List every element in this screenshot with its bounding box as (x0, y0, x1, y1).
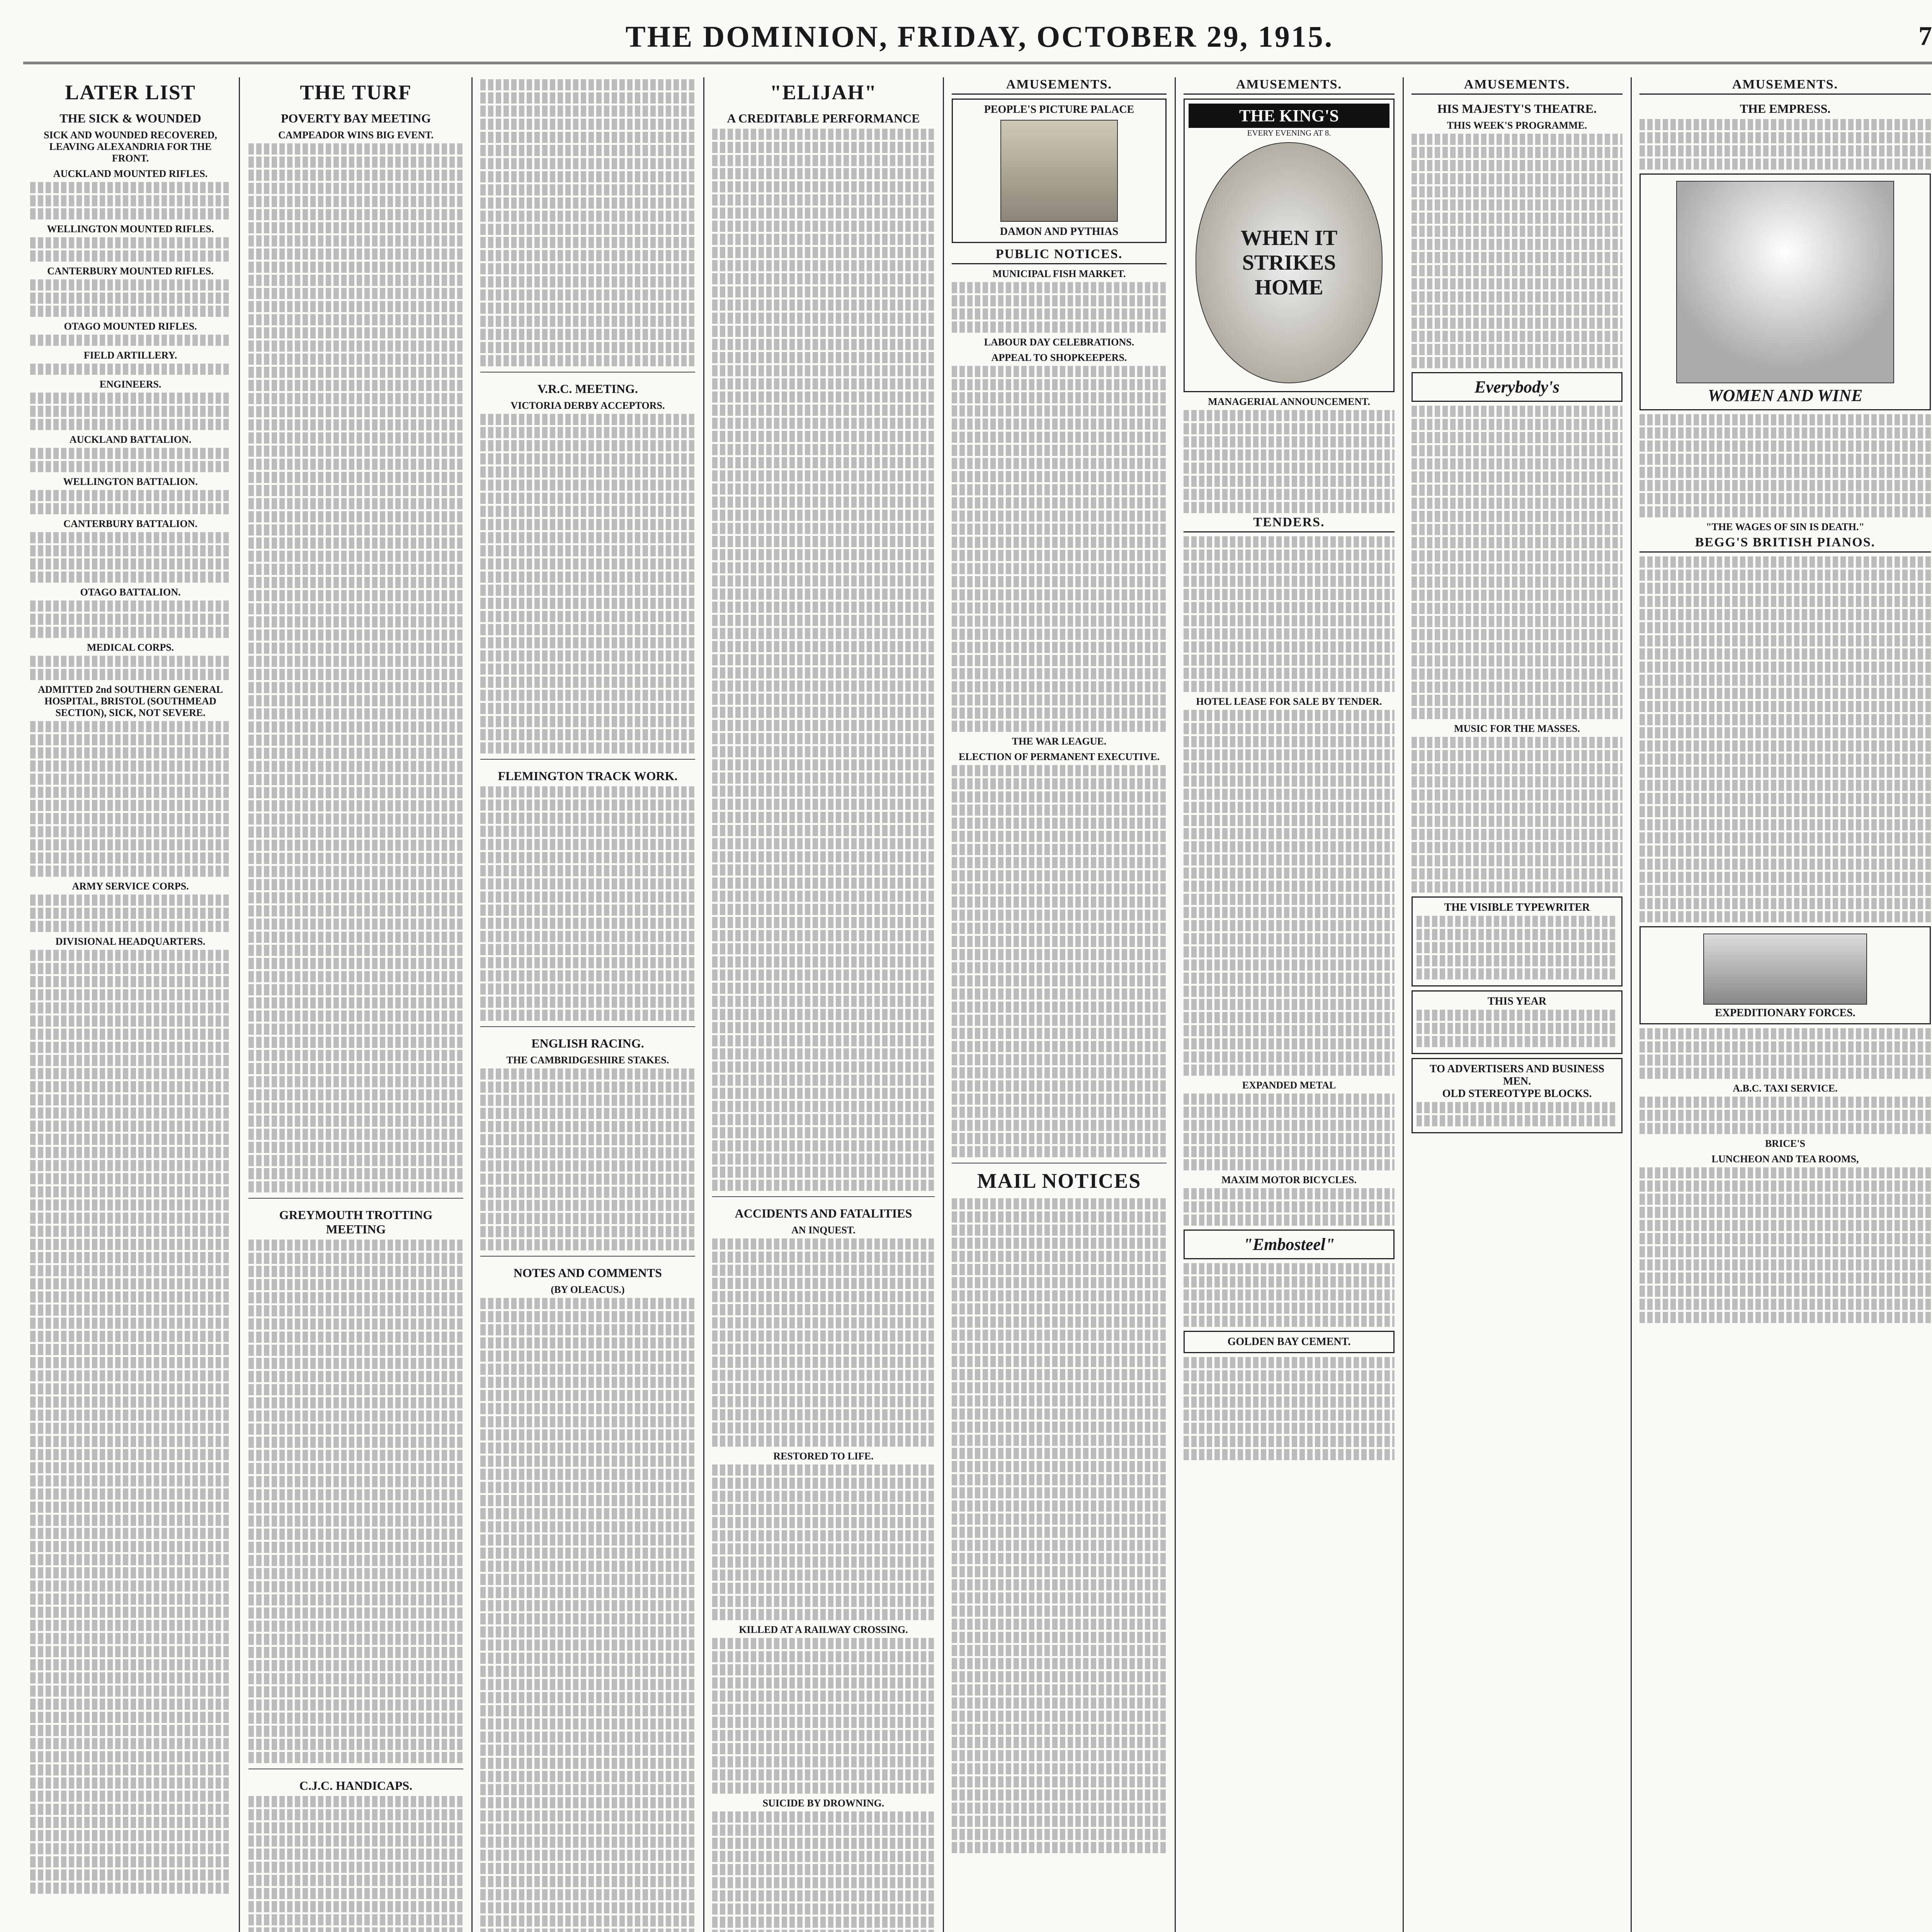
column-amusements-notices (945, 77, 1173, 1932)
unit-heading: ENGINEERS. (99, 379, 162, 390)
ad-title: PEOPLE'S PICTURE PALACE (984, 104, 1134, 116)
ad-title: TO ADVERTISERS AND BUSINESS MEN. (1429, 1063, 1605, 1087)
notice-heading: MUNICIPAL FISH MARKET. (992, 268, 1126, 279)
ad-section-heading: TENDERS. (1184, 515, 1395, 532)
section-subheading: THE CAMBRIDGESHIRE STAKES. (506, 1054, 669, 1066)
page-number: 7 (1918, 21, 1932, 51)
column-rule (943, 77, 944, 1932)
masthead-title: THE DOMINION, FRIDAY, OCTOBER 29, 1915. (625, 20, 1334, 53)
column-sick-wounded (23, 77, 238, 1932)
unit-heading: OTAGO BATTALION. (80, 587, 181, 598)
ad-title: THE VISIBLE TYPEWRITER (1444, 901, 1590, 913)
column-his-majestys (1405, 77, 1629, 1932)
section-heading: ACCIDENTS AND FATALITIES (735, 1206, 912, 1220)
ad-subtitle: THIS WEEK'S PROGRAMME. (1447, 120, 1587, 131)
section-subheading: RESTORED TO LIFE. (773, 1451, 874, 1462)
ad-title: THE EMPRESS. (1740, 102, 1831, 116)
unit-heading: CANTERBURY MOUNTED RIFLES. (47, 265, 214, 277)
unit-heading: ARMY SERVICE CORPS. (72, 881, 189, 892)
advertisement (1639, 173, 1931, 410)
wine-glass-illustration (1676, 181, 1894, 383)
unit-heading: WELLINGTON MOUNTED RIFLES. (47, 223, 214, 235)
ad-title: EXPEDITIONARY FORCES. (1715, 1007, 1855, 1019)
notice-heading: APPEAL TO SHOPKEEPERS. (991, 352, 1127, 363)
advertisement (1412, 1058, 1622, 1133)
ad-title: THIS YEAR (1487, 995, 1547, 1007)
unit-heading: DIVISIONAL HEADQUARTERS. (55, 936, 206, 947)
advertisement (1412, 896, 1622, 986)
column-rule (239, 77, 240, 1932)
section-heading: V.R.C. MEETING. (537, 382, 638, 396)
notice-heading: THE WAR LEAGUE. (1012, 736, 1107, 747)
ad-title: "Embosteel" (1243, 1235, 1335, 1254)
ad-section-heading: AMUSEMENTS. (1639, 77, 1931, 95)
ad-subtitle: OLD STEREOTYPE BLOCKS. (1442, 1088, 1592, 1100)
section-subheading: AN INQUEST. (791, 1225, 855, 1236)
notice-heading: BRICE'S (1765, 1138, 1806, 1149)
unit-heading: OTAGO MOUNTED RIFLES. (64, 321, 197, 332)
notice-heading: LABOUR DAY CELEBRATIONS. (984, 337, 1134, 348)
ad-section-heading: PUBLIC NOTICES. (952, 247, 1167, 264)
column-racing-notes (473, 77, 702, 1932)
unit-heading: FIELD ARTILLERY. (83, 350, 177, 361)
notice-heading: EXPANDED METAL (1242, 1080, 1336, 1091)
article-heading: "ELIJAH" (770, 81, 877, 104)
ad-section-heading: AMUSEMENTS. (1412, 77, 1622, 95)
notice-heading: MAXIM MOTOR BICYCLES. (1221, 1174, 1357, 1185)
unit-heading: MEDICAL CORPS. (87, 642, 174, 653)
section-subheading: CAMPEADOR WINS BIG EVENT. (278, 129, 434, 141)
column-empress (1633, 77, 1932, 1932)
advertisement (1412, 990, 1622, 1054)
advertisement (1639, 926, 1931, 1024)
intro-heading: SICK AND WOUNDED RECOVERED, LEAVING ALEXANDRIA FOR THE FRONT. (44, 129, 217, 164)
film-illustration (1196, 142, 1383, 383)
section-heading: ENGLISH RACING. (531, 1036, 644, 1050)
ad-title: WOMEN AND WINE (1708, 386, 1863, 405)
unit-heading: WELLINGTON BATTALION. (63, 476, 198, 487)
column-rule (471, 77, 473, 1932)
advertisement (1184, 99, 1395, 392)
section-heading: POVERTY BAY MEETING (281, 111, 431, 125)
section-heading: FLEMINGTON TRACK WORK. (498, 769, 678, 783)
column-rule (703, 77, 704, 1932)
ad-film-title: DAMON AND PYTHIAS (1000, 226, 1119, 238)
unit-heading: AUCKLAND MOUNTED RIFLES. (53, 168, 208, 179)
advertisement (1412, 372, 1622, 402)
column-rule (1403, 77, 1404, 1932)
film-illustration (1000, 120, 1118, 222)
ad-section-heading: AMUSEMENTS. (952, 77, 1167, 95)
byline: (BY OLEACUS.) (551, 1284, 625, 1295)
cannon-illustration (1703, 934, 1867, 1005)
notice-heading: HOTEL LEASE FOR SALE BY TENDER. (1196, 696, 1382, 707)
section-heading: MAIL NOTICES (977, 1169, 1141, 1192)
advertisement (952, 99, 1167, 243)
section-subheading: SUICIDE BY DROWNING. (762, 1798, 884, 1809)
ad-subtitle: EVERY EVENING AT 8. (1247, 128, 1331, 138)
ad-section-heading: BEGG'S BRITISH PIANOS. (1639, 535, 1931, 553)
notice-heading: "THE WAGES OF SIN IS DEATH." (1706, 521, 1864, 532)
column-kings-tenders (1177, 77, 1401, 1932)
section-heading: C.J.C. HANDICAPS. (299, 1779, 413, 1793)
film-title: WHEN IT STRIKES HOME (1240, 226, 1338, 299)
masthead (23, 15, 1932, 64)
notice-heading: A.B.C. TAXI SERVICE. (1733, 1083, 1838, 1094)
article-subheading: A CREDITABLE PERFORMANCE (727, 111, 920, 125)
notice-heading: ELECTION OF PERMANENT EXECUTIVE. (958, 751, 1160, 762)
ad-title: GOLDEN BAY CEMENT. (1227, 1336, 1351, 1348)
column-heading: THE TURF (300, 81, 412, 104)
ad-title: HIS MAJESTY'S THEATRE. (1437, 102, 1597, 116)
column-heading: LATER LIST (65, 81, 196, 104)
unit-heading: AUCKLAND BATTALION. (69, 434, 192, 445)
unit-heading: CANTERBURY BATTALION. (63, 518, 197, 529)
admitted-heading: ADMITTED 2nd SOUTHERN GENERAL HOSPITAL, BRISTOL (SOUTHMEAD SECTION), SICK, NOT SEVERE. (38, 684, 223, 718)
column-turf (242, 77, 470, 1932)
section-subheading: VICTORIA DERBY ACCEPTORS. (510, 400, 665, 411)
section-heading: THE SICK & WOUNDED (60, 111, 201, 125)
notice-heading: MUSIC FOR THE MASSES. (1454, 723, 1580, 734)
column-rule (1631, 77, 1632, 1932)
section-subheading: KILLED AT A RAILWAY CROSSING. (739, 1624, 908, 1635)
column-elijah-accidents (705, 77, 942, 1932)
notice-heading: MANAGERIAL ANNOUNCEMENT. (1208, 396, 1370, 407)
section-heading: NOTES AND COMMENTS (513, 1266, 662, 1280)
ad-section-heading: AMUSEMENTS. (1184, 77, 1395, 95)
column-rule (1175, 77, 1176, 1932)
advertisement (1184, 1331, 1395, 1353)
section-heading: GREYMOUTH TROTTING MEETING (279, 1208, 433, 1236)
ad-title: THE KING'S (1189, 104, 1389, 128)
advertisement (1184, 1230, 1395, 1259)
ad-title: Everybody's (1475, 378, 1560, 396)
notice-heading: LUNCHEON AND TEA ROOMS, (1711, 1153, 1859, 1165)
